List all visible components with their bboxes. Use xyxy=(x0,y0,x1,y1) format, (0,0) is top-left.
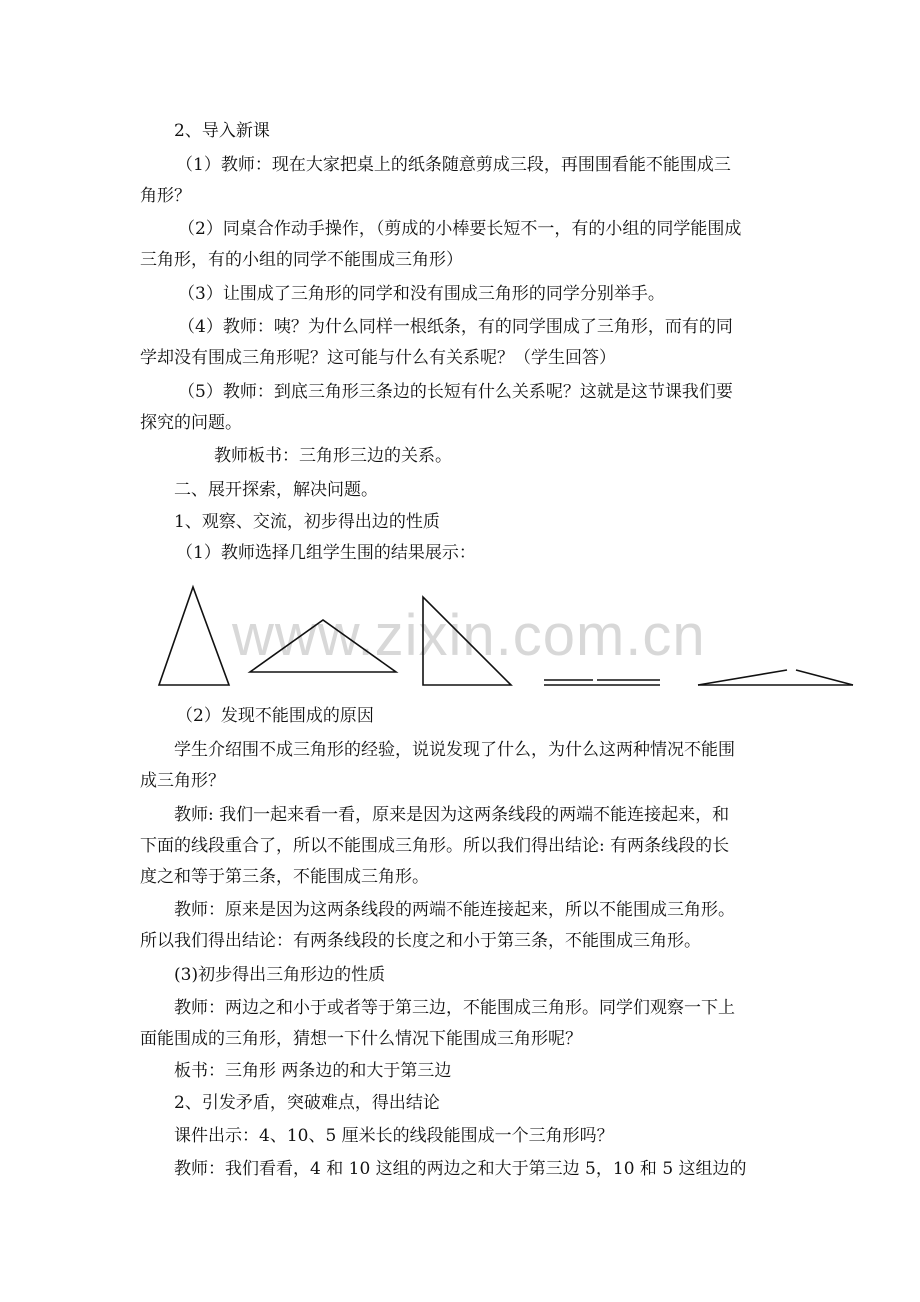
text-line-18: 教师: 我们一起来看一看，原来是因为这两条线段的两端不能连接起来，和 xyxy=(174,805,730,825)
text-line-5: 三角形，有的小组的同学不能围成三角形） xyxy=(140,250,463,270)
text-line-22: 所以我们得出结论：有两条线段的长度之和小于第三条，不能围成三角形。 xyxy=(140,931,701,951)
text-line-2: （1）教师：现在大家把桌上的纸条随意剪成三段，再围围看能不能围成三 xyxy=(176,155,731,175)
text-line-15: （2）发现不能围成的原因 xyxy=(176,706,374,726)
text-line-3: 角形？ xyxy=(140,186,191,206)
text-line-14: （1）教师选择几组学生围的结果展示： xyxy=(176,543,476,563)
text-line-19: 下面的线段重合了，所以不能围成三角形。所以我们得出结论: 有两条线段的长 xyxy=(140,836,730,856)
text-line-24: 教师：两边之和小于或者等于第三边，不能围成三角形。同学们观察一下上 xyxy=(174,998,735,1018)
text-line-21: 教师：原来是因为这两条线段的两端不能连接起来，所以不能围成三角形。 xyxy=(174,900,735,920)
text-line-29: 教师：我们看看，4 和 10 这组的两边之和大于第三边 5，10 和 5 这组边的 xyxy=(174,1159,747,1179)
acute-triangle xyxy=(159,587,229,685)
short-segment-left xyxy=(698,670,787,685)
text-line-17: 成三角形？ xyxy=(140,771,225,791)
text-line-11: 教师板书：三角形三边的关系。 xyxy=(214,446,452,466)
text-line-7: （4）教师：咦？为什么同样一根纸条，有的同学围成了三角形，而有的同 xyxy=(178,317,733,337)
text-line-6: （3）让围成了三角形的同学和没有围成三角形的同学分别举手。 xyxy=(178,284,665,304)
text-line-27: 2、引发矛盾，突破难点，得出结论 xyxy=(174,1093,440,1113)
text-line-8: 学却没有围成三角形呢？这可能与什么有关系呢？（学生回答） xyxy=(140,348,616,368)
text-line-25: 面能围成的三角形，猜想一下什么情况下能围成三角形呢？ xyxy=(140,1029,582,1049)
text-line-13: 1、观察、交流，初步得出边的性质 xyxy=(174,512,440,532)
text-line-16: 学生介绍围不成三角形的经验，说说发现了什么，为什么这两种情况不能围 xyxy=(174,740,735,760)
text-line-1: 2、导入新课 xyxy=(174,121,270,141)
text-line-23: (3)初步得出三角形边的性质 xyxy=(174,965,386,985)
text-line-26: 板书：三角形 两条边的和大于第三边 xyxy=(174,1061,452,1081)
short-segment-right xyxy=(796,670,853,685)
watermark: www.zixin.com.cn xyxy=(232,603,706,668)
text-line-4: （2）同桌合作动手操作，（剪成的小棒要长短不一，有的小组的同学能围成 xyxy=(178,219,742,239)
text-line-28: 课件出示：4、10、5 厘米长的线段能围成一个三角形吗？ xyxy=(174,1126,614,1146)
text-line-9: （5）教师：到底三角形三条边的长短有什么关系呢？这就是这节课我们要 xyxy=(178,382,733,402)
text-line-12: 二、展开探索，解决问题。 xyxy=(174,480,378,500)
text-line-20: 度之和等于第三条，不能围成三角形。 xyxy=(140,867,429,887)
right-triangle xyxy=(423,597,511,685)
obtuse-triangle xyxy=(250,620,396,672)
text-line-10: 探究的问题。 xyxy=(140,413,242,433)
